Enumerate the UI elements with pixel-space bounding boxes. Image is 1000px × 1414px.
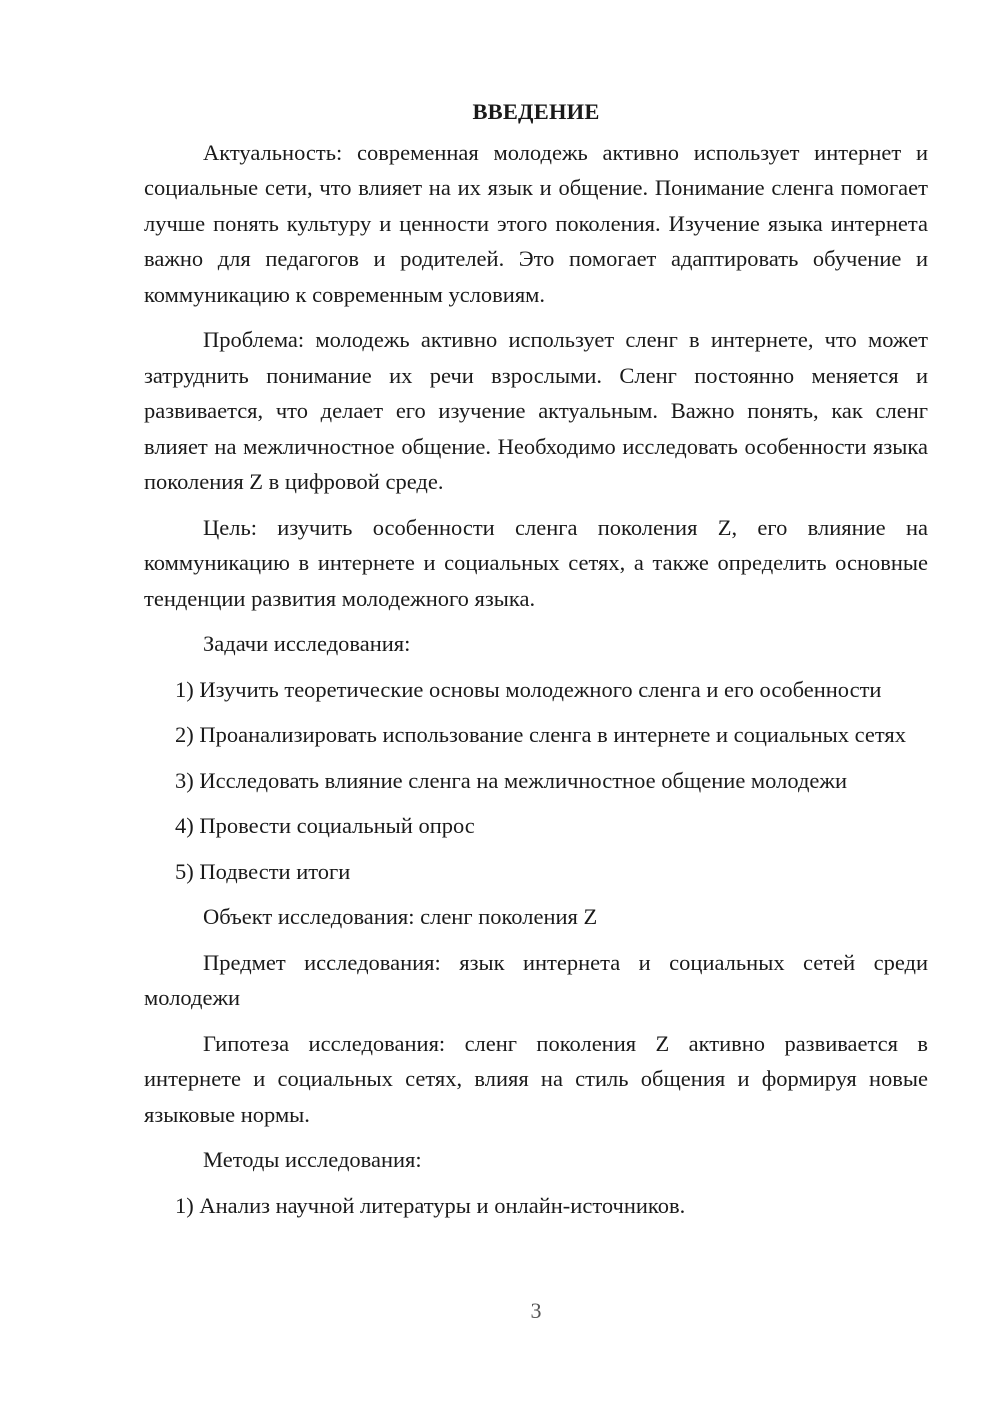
- goal-paragraph: Цель: изучить особенности сленга поколения Z, его влияние на коммуникацию в интернете и социальных сетях, а также определить основные тенденции развития молодежного языка.: [144, 514, 928, 611]
- task-item-3: 3) Исследовать влияние сленга на межличностное общение молодежи: [175, 767, 847, 793]
- relevance-paragraph: Актуальность: современная молодежь активно использует интернет и социальные сети, что влияет на их язык и общение. Понимание сленга помогает лучше понять культуру и ценности этого поколения. Изучение языка интернета важно для педагогов и родителей. Это помогает адаптировать обучение и коммуникацию к современным условиям.: [144, 139, 928, 307]
- task-item-5: 5) Подвести итоги: [175, 858, 351, 884]
- method-item-1: 1) Анализ научной литературы и онлайн-источников.: [175, 1192, 686, 1218]
- task-item-4: 4) Провести социальный опрос: [175, 813, 475, 838]
- page-number: 3: [530, 1298, 542, 1323]
- methods-heading: Методы исследования:: [203, 1147, 422, 1172]
- hypothesis-paragraph: Гипотеза исследования: сленг поколения Z активно развивается в интернете и социальных сетях, влияя на стиль общения и формируя новые языковые нормы.: [144, 1030, 928, 1127]
- subject-paragraph: Предмет исследования: язык интернета и социальных сетей среди молодежи: [144, 949, 928, 1010]
- task-item-2: 2) Проанализировать использование сленга в интернете и социальных сетях: [175, 722, 907, 747]
- section-heading: ВВЕДЕНИЕ: [472, 99, 600, 124]
- task-item-1: 1) Изучить теоретические основы молодежного сленга и его особенности: [175, 676, 882, 702]
- page-content: [144, 94, 928, 1233]
- problem-paragraph: Проблема: молодежь активно использует сленг в интернете, что может затруднить понимание их речи взрослыми. Сленг постоянно меняется и развивается, что делает его изучение актуальным. Важно понять, как сленг влияет на межличностное общение. Необходимо исследовать особенности языка поколения Z в цифровой среде.: [144, 327, 928, 494]
- tasks-heading: Задачи исследования:: [203, 631, 411, 656]
- object-paragraph: Объект исследования: сленг поколения Z: [203, 904, 598, 929]
